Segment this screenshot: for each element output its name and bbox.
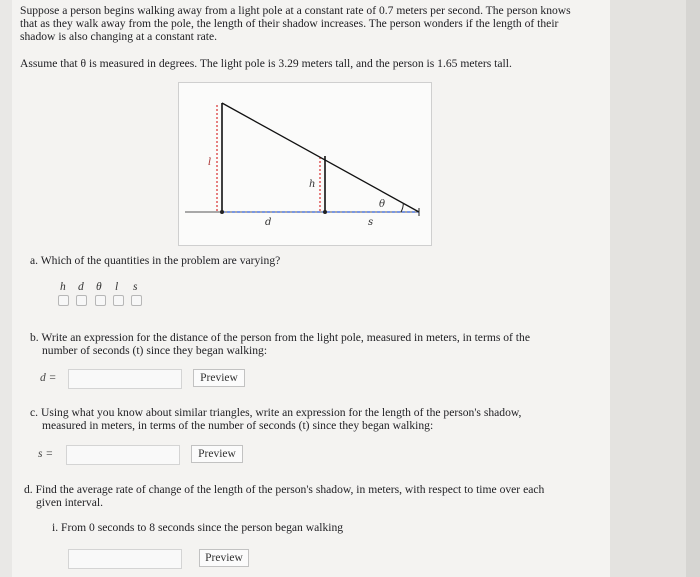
label-h: h bbox=[309, 179, 316, 190]
option-s-label: s bbox=[133, 281, 138, 293]
part-b-line-1: b. Write an expression for the distance of the person from the light pole, measured in meters, in terms of the bbox=[30, 331, 530, 344]
assumption-text: Assume that θ is measured in degrees. The light pole is 3.29 meters tall, and the person is 1.65 meters tall. bbox=[20, 57, 512, 70]
label-s: s bbox=[368, 217, 374, 228]
option-s-checkbox[interactable] bbox=[131, 295, 142, 306]
part-a-question: a. Which of the quantities in the problem are varying? bbox=[30, 254, 281, 267]
option-d-checkbox[interactable] bbox=[76, 295, 87, 306]
option-l-checkbox[interactable] bbox=[113, 295, 124, 306]
person-base-point bbox=[323, 210, 327, 214]
option-theta-checkbox[interactable] bbox=[95, 295, 106, 306]
rate-of-change-input[interactable] bbox=[68, 549, 182, 569]
part-b-eq-label: d = bbox=[40, 372, 57, 384]
light-ray bbox=[222, 103, 419, 212]
theta-arc bbox=[401, 203, 403, 212]
part-d-preview-button[interactable]: Preview bbox=[199, 549, 249, 567]
label-d: d bbox=[265, 217, 272, 228]
option-d-label: d bbox=[78, 281, 84, 293]
intro-line-2: that as they walk away from the pole, the length of their shadow increases. The person wonders if the length of their bbox=[20, 17, 559, 30]
part-c-line-2: measured in meters, in terms of the number of seconds (t) since they began walking: bbox=[42, 419, 434, 432]
option-theta-label: θ bbox=[96, 281, 102, 293]
diagram-svg bbox=[179, 83, 431, 245]
problem-page bbox=[12, 0, 610, 577]
part-c-eq-label: s = bbox=[38, 448, 54, 460]
label-l: l bbox=[208, 157, 212, 168]
option-l-label: l bbox=[115, 281, 119, 293]
shadow-expression-input[interactable] bbox=[66, 445, 180, 465]
part-b-preview-button[interactable]: Preview bbox=[193, 369, 245, 387]
part-d-line-1: d. Find the average rate of change of the length of the person's shadow, in meters, with respect to time over each bbox=[24, 483, 545, 496]
light-pole-diagram bbox=[178, 82, 432, 246]
option-h-checkbox[interactable] bbox=[58, 295, 69, 306]
part-d-line-2: given interval. bbox=[36, 496, 103, 509]
intro-line-1: Suppose a person begins walking away from a light pole at a constant rate of 0.7 meters per second. The person knows bbox=[20, 4, 571, 17]
label-theta: θ bbox=[379, 199, 386, 210]
part-b-line-2: number of seconds (t) since they began walking: bbox=[42, 344, 268, 357]
option-h-label: h bbox=[60, 281, 66, 293]
part-c-preview-button[interactable]: Preview bbox=[191, 445, 243, 463]
part-d-sub-i: i. From 0 seconds to 8 seconds since the person began walking bbox=[52, 521, 344, 534]
window-edge bbox=[686, 0, 700, 577]
pole-base-point bbox=[220, 210, 224, 214]
distance-expression-input[interactable] bbox=[68, 369, 182, 389]
intro-line-3: shadow is also changing at a constant rate. bbox=[20, 30, 218, 43]
part-c-line-1: c. Using what you know about similar triangles, write an expression for the length of the person's shadow, bbox=[30, 406, 522, 419]
